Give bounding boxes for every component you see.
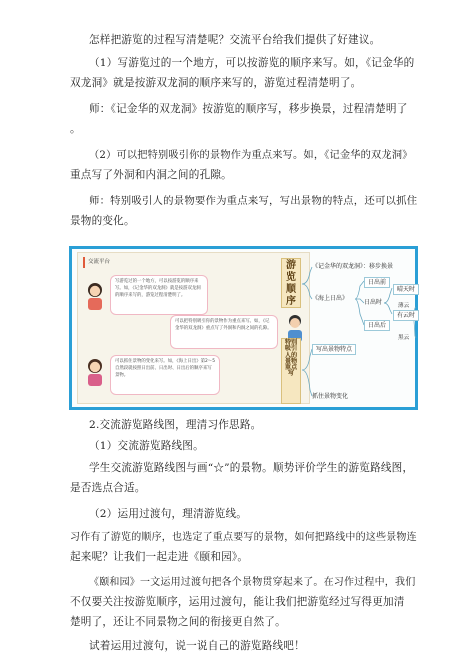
mindmap-node-cloudy: 有云时 — [393, 310, 419, 321]
mind-map-connectors — [300, 252, 418, 408]
paragraph-summer-palace — [70, 572, 418, 632]
text-line: 《颐和园》一文运用过渡句把各个景物贯穿起来了。在习作过程中，我们 — [89, 577, 416, 588]
text-line: 起来呢？让我们一起走进《颐和园》。 — [70, 551, 249, 563]
text-line: （2）可以把特别吸引你的景物作为重点来写。如，《记金华的双龙洞》 — [89, 150, 413, 161]
paragraph-suggestion-1 — [70, 53, 418, 93]
mindmap-node-thin-cloud: 薄云 — [398, 303, 410, 309]
text-line: 是否选点合适。 — [70, 482, 146, 494]
mindmap-node-during-sunrise: 日出时 — [364, 299, 383, 306]
mindmap-node-features: 写出景物特点 — [312, 344, 356, 355]
text-line: 景物的变化。 — [70, 215, 135, 227]
text-line: 习作有了游览的顺序，也选定了重点要写的景物，如何把路线中的这些景物连 — [70, 532, 417, 543]
paragraph-closing — [70, 636, 418, 656]
paragraph-step-1 — [70, 436, 418, 456]
mindmap-node-before-sunrise: 日出前 — [364, 277, 390, 288]
text-line: 不仅要关注按游览顺序，运用过渡句，能让我们把游览经过写得更加清 — [70, 596, 405, 608]
plaque-tour-order: 游览顺序 — [281, 258, 301, 308]
text-line: 。 — [70, 123, 81, 135]
paragraph-connect-question — [70, 527, 418, 567]
mindmap-node-dark-cloud: 黑云 — [398, 335, 410, 341]
paragraph-section-2 — [70, 415, 418, 435]
mindmap-node-sunny: 晴天时 — [393, 284, 419, 295]
text-line: （2）运用过渡句，理清游览线。 — [89, 508, 248, 520]
paragraph-suggestion-2 — [70, 145, 418, 185]
text-line: 师：《记金华的双龙洞》按游览的顺序写，移步换景，过程清楚明了 — [89, 103, 408, 115]
text-line: （1）写游览过的一个地方，可以按游览的顺序来写。如，《记金华的 — [89, 57, 415, 69]
text-line: 楚明了，还让不同景物之间的衔接更自然了。 — [70, 616, 286, 628]
text-line: 双龙洞》就是按游双龙洞的顺序来写的，游览过程清楚明了。 — [70, 77, 362, 89]
speech-bubble: 写游览过的一个地方，可以按游览的顺序来写。如，《记金华的双龙洞》就是按游双龙洞的顺序来写的，游览过程清楚明了。 — [110, 275, 208, 315]
text-line: （1）交流游览路线图。 — [89, 440, 204, 452]
plaque-focus-scenery: 特别吸引人的景物重点写 — [281, 338, 301, 404]
mindmap-node-sunrise: 《海上日出》 — [312, 295, 349, 302]
student-girl-icon — [84, 281, 106, 311]
exchange-panel — [77, 252, 310, 404]
paragraph-intro — [70, 30, 418, 50]
mindmap-node-changes: 抓住景物变化 — [312, 393, 349, 400]
text-line: 重点写了外洞和内洞之间的孔隙。 — [70, 169, 232, 181]
speech-bubble: 可以抓住景物的变化来写。如，《海上日出》第2～5自然段就按照日出前、日出时、日出后的顺序来写景物。 — [110, 355, 220, 395]
paragraph-route-exchange — [70, 458, 418, 498]
mindmap-node-longdong: 《记金华的双龙洞》：移步换景 — [312, 263, 394, 270]
text-line: 怎样把游览的过程写清楚呢？交流平台给我们提供了好建议。 — [89, 34, 381, 46]
text-line: 师：特别吸引人的景物要作为重点来写，写出景物的特点，还可以抓住 — [89, 195, 418, 207]
text-line: 试着运用过渡句，说一说自己的游览路线吧！ — [89, 640, 305, 652]
text-line: 2.交流游览路线图，理清习作思路。 — [89, 419, 262, 431]
text-line: 学生交流游览路线图与画“☆”的景物。顺势评价学生的游览路线图， — [89, 462, 414, 474]
paragraph-teacher-1 — [70, 99, 418, 139]
speech-bubble: 可以把特别吸引你的景物作为重点来写。如，《记金华的双龙洞》重点写了外洞和内洞之间的孔隙。 — [170, 315, 278, 349]
paragraph-step-2 — [70, 504, 418, 524]
student-girl-icon — [84, 357, 106, 387]
panel-tag: 交流平台 — [83, 257, 113, 268]
paragraph-teacher-2 — [70, 191, 418, 231]
mindmap-node-after-sunrise: 日出后 — [364, 320, 390, 331]
